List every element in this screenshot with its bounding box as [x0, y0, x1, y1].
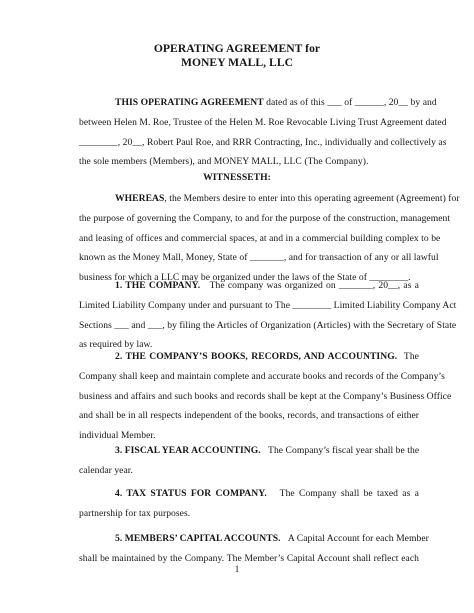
section-1-heading: 1. THE COMPANY.	[115, 280, 201, 291]
section-2-line-1	[79, 347, 419, 367]
section-5-line-1	[79, 529, 429, 549]
section-4-line-1	[79, 484, 419, 504]
section-5-line-1-text: A Capital Account for each Member	[287, 533, 429, 544]
intro-lead: THIS OPERATING AGREEMENT	[115, 97, 264, 108]
page-number: 1	[234, 564, 240, 574]
intro-line-3: ________, 20__, Robert Paul Roe, and RRR Contracting, Inc., individually and collectively as	[79, 136, 447, 148]
intro-line-2: between Helen M. Roe, Trustee of the Helen M. Roe Revocable Living Trust Agreement dated	[79, 116, 447, 128]
whereas-line-5: business for which a LLC may be organized under the laws of the State of ________.	[79, 272, 411, 284]
section-2-line-1-text: The	[403, 351, 419, 362]
section-1-line-2: Limited Liability Company under and pursuant to The ________ Limited Liability Company Act	[79, 299, 457, 311]
whereas-line-1-text: , the Members desire to enter into this operating agreement (Agreement) for	[164, 193, 460, 204]
section-5-line-2: shall be maintained by the Company. The Member’s Capital Account shall reflect each	[79, 552, 419, 564]
section-2-line-4: and shall be in all respects independent of the books, records, and transactions of either	[79, 410, 419, 422]
section-3-line-2: calendar year.	[79, 464, 133, 476]
section-4-line-2: partnership for tax purposes.	[79, 507, 191, 519]
section-3-fiscal-year	[79, 441, 419, 481]
whereas-paragraph	[79, 189, 460, 288]
company-name-title: MONEY MALL, LLC	[180, 56, 294, 69]
section-1-line-1-text: The company was organized on _______, 20__, as a	[209, 280, 419, 291]
whereas-line-1	[79, 189, 460, 209]
whereas-lead: WHEREAS	[115, 193, 165, 204]
intro-paragraph	[79, 93, 447, 172]
section-3-line-1	[79, 441, 419, 461]
section-1-line-3: Sections ___ and ___, by filing the Articles of Organization (Articles) with the Secretary of State	[79, 319, 457, 331]
section-1-line-4: as required by law.	[79, 339, 153, 351]
section-2-line-5: individual Member.	[79, 430, 156, 442]
whereas-line-3: and leasing of offices and commercial spaces, at and in a commercial building complex to be	[79, 232, 441, 244]
section-3-line-1-text: The Company’s fiscal year shall be the	[268, 445, 420, 456]
section-4-line-1-text: The Company shall be taxed as a	[279, 488, 419, 499]
section-1-company	[79, 276, 457, 355]
intro-line-1	[79, 93, 437, 113]
whereas-line-4: known as the Money Mall, Money, State of _______, and for transaction of any or all lawful	[79, 252, 439, 264]
section-5-heading: 5. MEMBERS’ CAPITAL ACCOUNTS.	[115, 533, 281, 544]
intro-line-4: the sole members (Members), and MONEY MALL, LLC (The Company).	[79, 156, 369, 168]
intro-line-1-text: dated as of this ___ of ______, 20__ by and	[266, 97, 437, 108]
section-2-line-3: business and affairs and such books and records shall be kept at the Company’s Business Office	[79, 390, 452, 402]
section-2-books-records	[79, 347, 452, 446]
witnesseth-heading: WITNESSETH:	[203, 172, 271, 183]
section-4-tax-status	[79, 484, 419, 524]
section-3-heading: 3. FISCAL YEAR ACCOUNTING.	[115, 445, 261, 456]
section-1-line-1	[79, 276, 419, 296]
section-4-heading: 4. TAX STATUS FOR COMPANY.	[115, 488, 267, 499]
whereas-line-2: the purpose of governing the Company, to and for the purpose of the construction, management	[79, 212, 451, 224]
section-5-capital-accounts	[79, 529, 429, 569]
section-2-line-2: Company shall keep and maintain complete and accurate books and records of the Company’s	[79, 370, 445, 382]
section-2-heading: 2. THE COMPANY’S BOOKS, RECORDS, AND ACCOUNTING.	[115, 351, 398, 362]
document-title: OPERATING AGREEMENT for	[153, 42, 321, 55]
